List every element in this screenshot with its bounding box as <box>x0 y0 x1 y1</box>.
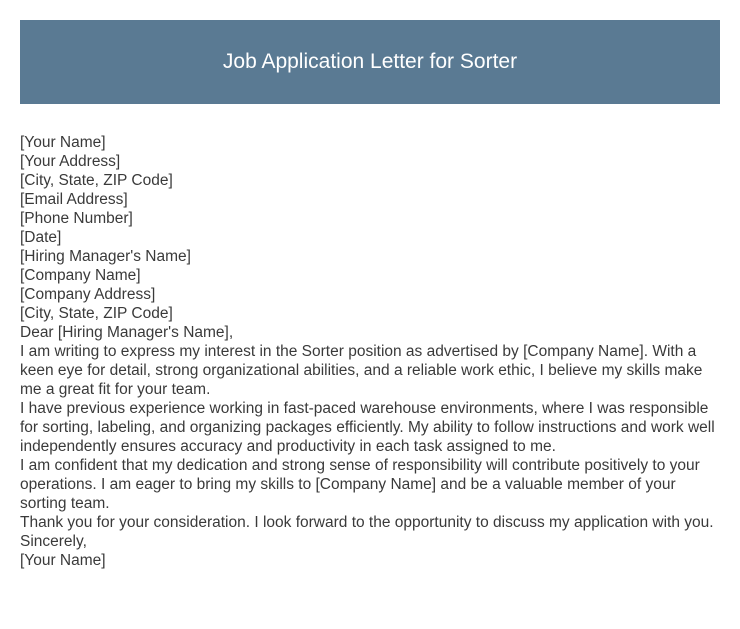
signature: [Your Name] <box>20 552 106 569</box>
sender-city-state-zip: [City, State, ZIP Code] <box>20 172 173 189</box>
recipient-city-state-zip: [City, State, ZIP Code] <box>20 305 173 322</box>
paragraph-thanks: Thank you for your consideration. I look forward to the opportunity to discuss my application with you. <box>20 514 714 531</box>
paragraph-experience: I have previous experience working in fast-paced warehouse environments, where I was responsible for sorting, labeling, and organizing packages efficiently. My ability to follow instructions and work well independently ensures accuracy and productivity in each task assigned to me. <box>20 400 715 455</box>
sender-phone: [Phone Number] <box>20 210 133 227</box>
recipient-company-name: [Company Name] <box>20 267 141 284</box>
paragraph-intro: I am writing to express my interest in the Sorter position as advertised by [Company Name]. With a keen eye for detail, strong organizational abilities, and a reliable work ethic, I believe my skills make me a great fit for your team. <box>20 343 703 398</box>
sender-address: [Your Address] <box>20 153 121 170</box>
document-header <box>20 20 720 104</box>
salutation: Dear [Hiring Manager's Name], <box>20 324 234 341</box>
recipient-company-address: [Company Address] <box>20 286 156 303</box>
sender-email: [Email Address] <box>20 191 128 208</box>
letter-date: [Date] <box>20 229 62 246</box>
paragraph-confidence: I am confident that my dedication and strong sense of responsibility will contribute positively to your operations. I am eager to bring my skills to [Company Name] and be a valuable member of your sorting team. <box>20 457 700 512</box>
document-title: Job Application Letter for Sorter <box>222 50 518 73</box>
closing: Sincerely, <box>20 533 87 550</box>
recipient-manager-name: [Hiring Manager's Name] <box>20 248 191 265</box>
letter-body <box>20 133 724 570</box>
sender-name: [Your Name] <box>20 134 106 151</box>
